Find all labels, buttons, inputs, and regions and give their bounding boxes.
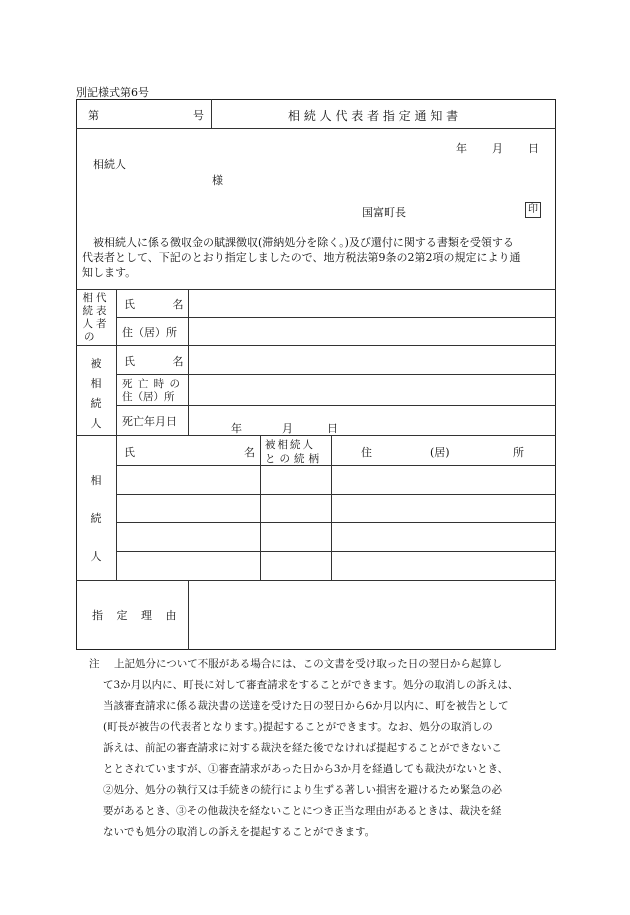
rule (116, 289, 117, 435)
side-label-line: の (84, 331, 98, 343)
rule (116, 374, 556, 375)
heirs-col-name-1: 氏 (124, 446, 135, 459)
side-label-line: 続 (90, 512, 102, 525)
note-line: (町長が被告の代表者となります。)提起することができます。なお、処分の取消しの (103, 721, 493, 733)
heirs-col-name-2: 名 (244, 446, 255, 459)
heirs-section-label (88, 462, 104, 576)
note-line: 上記処分について不服がある場合には、この文書を受け取った日の翌日から起算し (114, 658, 503, 670)
document-title: 相 続 人 代 表 者 指 定 通 知 書 (288, 109, 459, 123)
rule (116, 435, 117, 580)
deceased-address-label-2: 住（居）所 (122, 391, 175, 403)
heirs-col-relation-1: 被相続人 (265, 439, 315, 451)
rule (116, 494, 556, 495)
note-prefix: 注 (89, 658, 100, 670)
body-line-3: 知します。 (82, 266, 137, 279)
seal-mark: 印 (525, 202, 541, 218)
rule (76, 345, 556, 346)
rule (76, 580, 556, 581)
date-year-label: 年 (456, 142, 467, 155)
date-month-label: 月 (492, 142, 503, 155)
note-line: 当該審査請求に係る裁決書の送達を受けた日の翌日から6か月以内に、町を被告として (103, 700, 509, 712)
rule (116, 551, 556, 552)
date-day-label: 日 (528, 142, 539, 155)
body-line-2: 代表者として、下記のとおり指定しましたので、地方税法第9条の2第2項の規定により通 (82, 251, 521, 264)
note-line: て3か月以内に、町長に対して審査請求をすることができます。処分の取消しの訴えは、 (103, 679, 519, 691)
rule (116, 465, 556, 466)
note-line: ととされていますが、①審査請求があった日から3か月を経過しても裁決がないとき、 (103, 763, 509, 775)
recipient-label: 相続人 (93, 158, 126, 171)
representative-address-label: 住（居）所 (122, 326, 177, 339)
rule (116, 317, 556, 318)
recipient-honorific: 様 (212, 174, 223, 187)
side-label-line: 相 (90, 474, 102, 487)
rule (76, 128, 556, 129)
death-date-label: 死亡年月日 (122, 415, 177, 428)
number-suffix: 号 (193, 109, 204, 122)
heirs-col-address-1: 住 (361, 446, 372, 459)
death-date-day: 日 (327, 422, 338, 435)
side-label-line: 続 (90, 397, 102, 410)
deceased-name-label: 氏 名 (124, 355, 190, 368)
note-line: 要があるとき、③その他裁決を経ないことにつき正当な理由があるときは、裁決を経 (103, 805, 502, 817)
rule (188, 580, 189, 650)
note-line: ないでも処分の取消しの訴えを提起することができます。 (103, 826, 376, 838)
number-prefix: 第 (88, 109, 99, 122)
representative-name-label: 氏 名 (124, 298, 190, 311)
form-number: 別記様式第6号 (76, 86, 149, 99)
side-label-line: 人 (90, 417, 102, 430)
side-label-line: 続表 (82, 305, 110, 317)
side-label-line: 人 (90, 550, 102, 563)
rule (331, 435, 332, 580)
note-line: 訴えは、前記の審査請求に対する裁決を経た後でなければ提起することができないこ (103, 742, 502, 754)
side-label-line: 被 (90, 357, 102, 370)
heirs-col-relation-2: との続柄 (265, 453, 323, 465)
heirs-col-address-3: 所 (513, 446, 524, 459)
rule (116, 405, 556, 406)
rule (116, 522, 556, 523)
side-label-line: 人者 (82, 318, 110, 330)
rule (260, 435, 261, 580)
rule (211, 99, 212, 128)
death-date-year: 年 (231, 422, 242, 435)
rule (76, 289, 556, 290)
deceased-address-label-1: 死 亡 時 の (122, 378, 182, 390)
body-line-1: 被相続人に係る徴収金の賦課徴収(滞納処分を除く。)及び還付に関する書類を受領する (93, 236, 514, 249)
heirs-col-address-2: (居) (430, 446, 450, 459)
rule (76, 435, 556, 436)
issuer-name: 国富町長 (362, 206, 406, 219)
representative-section-label (80, 292, 112, 344)
side-label-line: 相 (90, 377, 102, 390)
side-label-line: 相代 (82, 292, 110, 304)
deceased-section-label (88, 354, 104, 434)
note-line: ②処分、処分の執行又は手続きの続行により生ずる著しい損害を避けるため緊急の必 (103, 784, 502, 796)
death-date-month: 月 (282, 422, 293, 435)
reason-label: 指 定 理 由 (92, 609, 180, 622)
